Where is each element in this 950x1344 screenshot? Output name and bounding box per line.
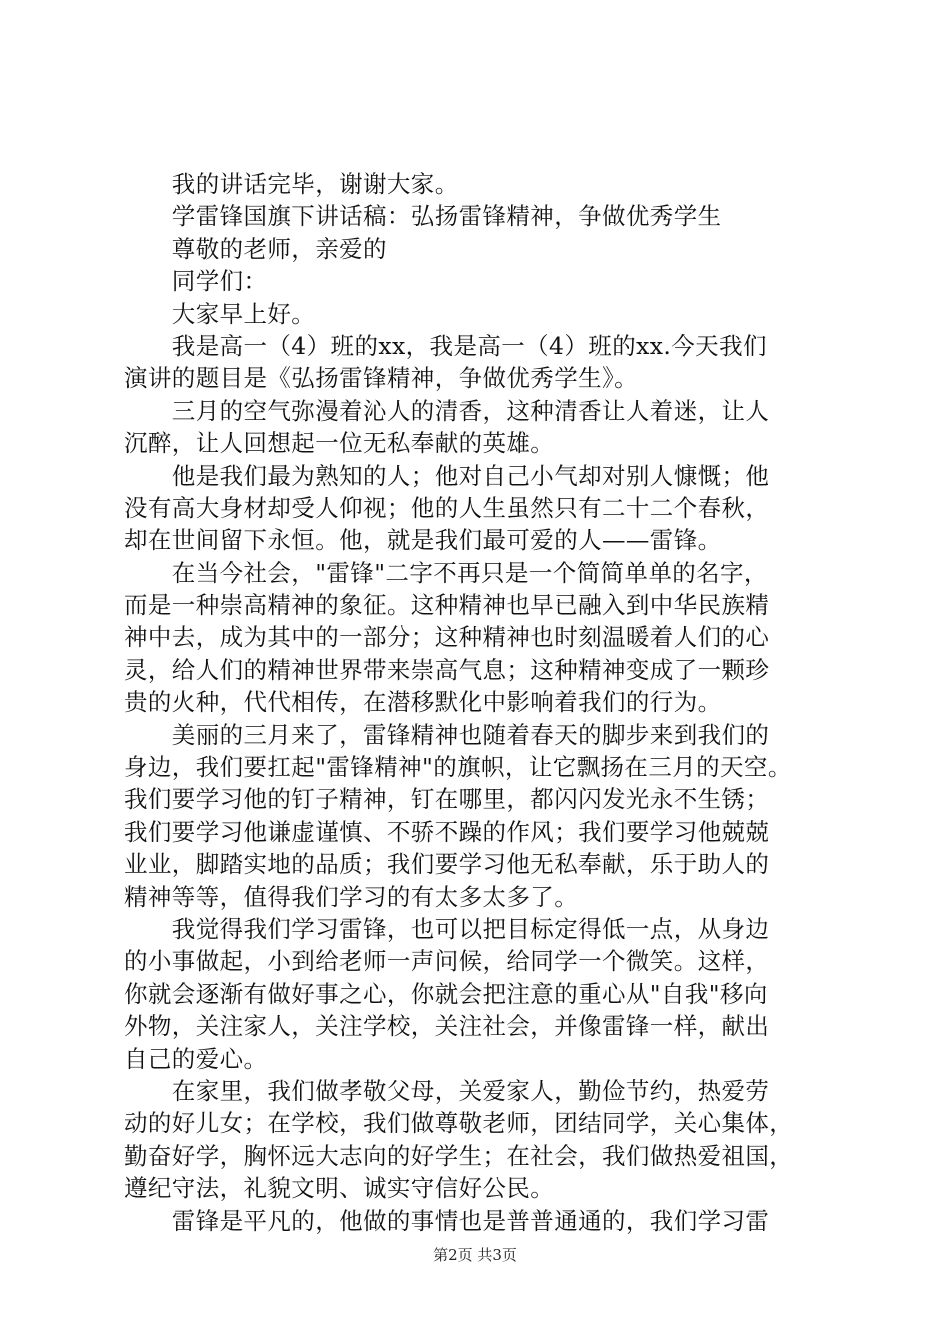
text-line: 自己的爱心。 bbox=[124, 1044, 268, 1073]
text-line: 神中去，成为其中的一部分；这种精神也时刻温暖着人们的心 bbox=[124, 623, 770, 652]
text-line: 演讲的题目是《弘扬雷锋精神，争做优秀学生》。 bbox=[124, 364, 639, 393]
text-line: 在当今社会，"雷锋"二字不再只是一个简简单单的名字， bbox=[124, 558, 768, 587]
text-line: 外物，关注家人，关注学校，关注社会，并像雷锋一样，献出 bbox=[124, 1012, 770, 1041]
text-line: 学雷锋国旗下讲话稿：弘扬雷锋精神，争做优秀学生 bbox=[124, 202, 722, 231]
text-line: 灵，给人们的精神世界带来崇高气息；这种精神变成了一颗珍 bbox=[124, 655, 770, 684]
text-line: 沉醉，让人回想起一位无私奉献的英雄。 bbox=[124, 429, 555, 458]
text-line: 在家里，我们做孝敬父母，关爱家人，勤俭节约，热爱劳 bbox=[124, 1076, 770, 1105]
text-line: 三月的空气弥漫着沁人的清香，这种清香让人着迷，让人 bbox=[124, 396, 770, 425]
text-line: 你就会逐渐有做好事之心，你就会把注意的重心从"自我"移向 bbox=[124, 979, 768, 1008]
text-line: 他是我们最为熟知的人；他对自己小气却对别人慷慨；他 bbox=[124, 461, 770, 490]
text-line: 同学们： bbox=[124, 267, 268, 296]
text-line: 身边，我们要扛起"雷锋精神"的旗帜，让它飘扬在三月的天空。 bbox=[124, 753, 792, 782]
text-line: 精神等等，值得我们学习的有太多太多了。 bbox=[124, 882, 579, 911]
text-line: 业业，脚踏实地的品质；我们要学习他无私奉献，乐于助人的 bbox=[124, 850, 770, 879]
text-line: 贵的火种，代代相传，在潜移默化中影响着我们的行为。 bbox=[124, 688, 722, 717]
text-line: 我们要学习他的钉子精神，钉在哪里，都闪闪发光永不生锈； bbox=[124, 785, 770, 814]
text-line: 美丽的三月来了，雷锋精神也随着春天的脚步来到我们的 bbox=[124, 720, 770, 749]
text-line: 勤奋好学，胸怀远大志向的好学生；在社会，我们做热爱祖国， bbox=[124, 1141, 794, 1170]
text-line: 大家早上好。 bbox=[124, 299, 316, 328]
text-line: 我们要学习他谦虚谨慎、不骄不躁的作风；我们要学习他兢兢 bbox=[124, 817, 770, 846]
text-line: 动的好儿女；在学校，我们做尊敬老师，团结同学，关心集体， bbox=[124, 1109, 794, 1138]
document-body bbox=[124, 168, 836, 1237]
text-line: 没有高大身材却受人仰视；他的人生虽然只有二十二个春秋， bbox=[124, 493, 770, 522]
text-line: 遵纪守法，礼貌文明、诚实守信好公民。 bbox=[124, 1174, 555, 1203]
text-line: 的小事做起，小到给老师一声问候，给同学一个微笑。这样， bbox=[124, 947, 770, 976]
text-line: 我的讲话完毕，谢谢大家。 bbox=[124, 170, 459, 198]
text-line: 我觉得我们学习雷锋，也可以把目标定得低一点，从身边 bbox=[124, 914, 770, 943]
text-line: 而是一种崇高精神的象征。这种精神也早已融入到中华民族精 bbox=[124, 591, 770, 620]
text-line: 尊敬的老师，亲爱的 bbox=[124, 234, 387, 263]
text-line: 却在世间留下永恒。他，就是我们最可爱的人——雷锋。 bbox=[124, 526, 722, 555]
page-footer: 第2页 共3页 bbox=[433, 1246, 517, 1264]
text-line: 雷锋是平凡的，他做的事情也是普普通通的，我们学习雷 bbox=[124, 1206, 770, 1235]
text-line: 我是高一（4）班的xx，我是高一（4）班的xx.今天我们 bbox=[124, 331, 767, 360]
